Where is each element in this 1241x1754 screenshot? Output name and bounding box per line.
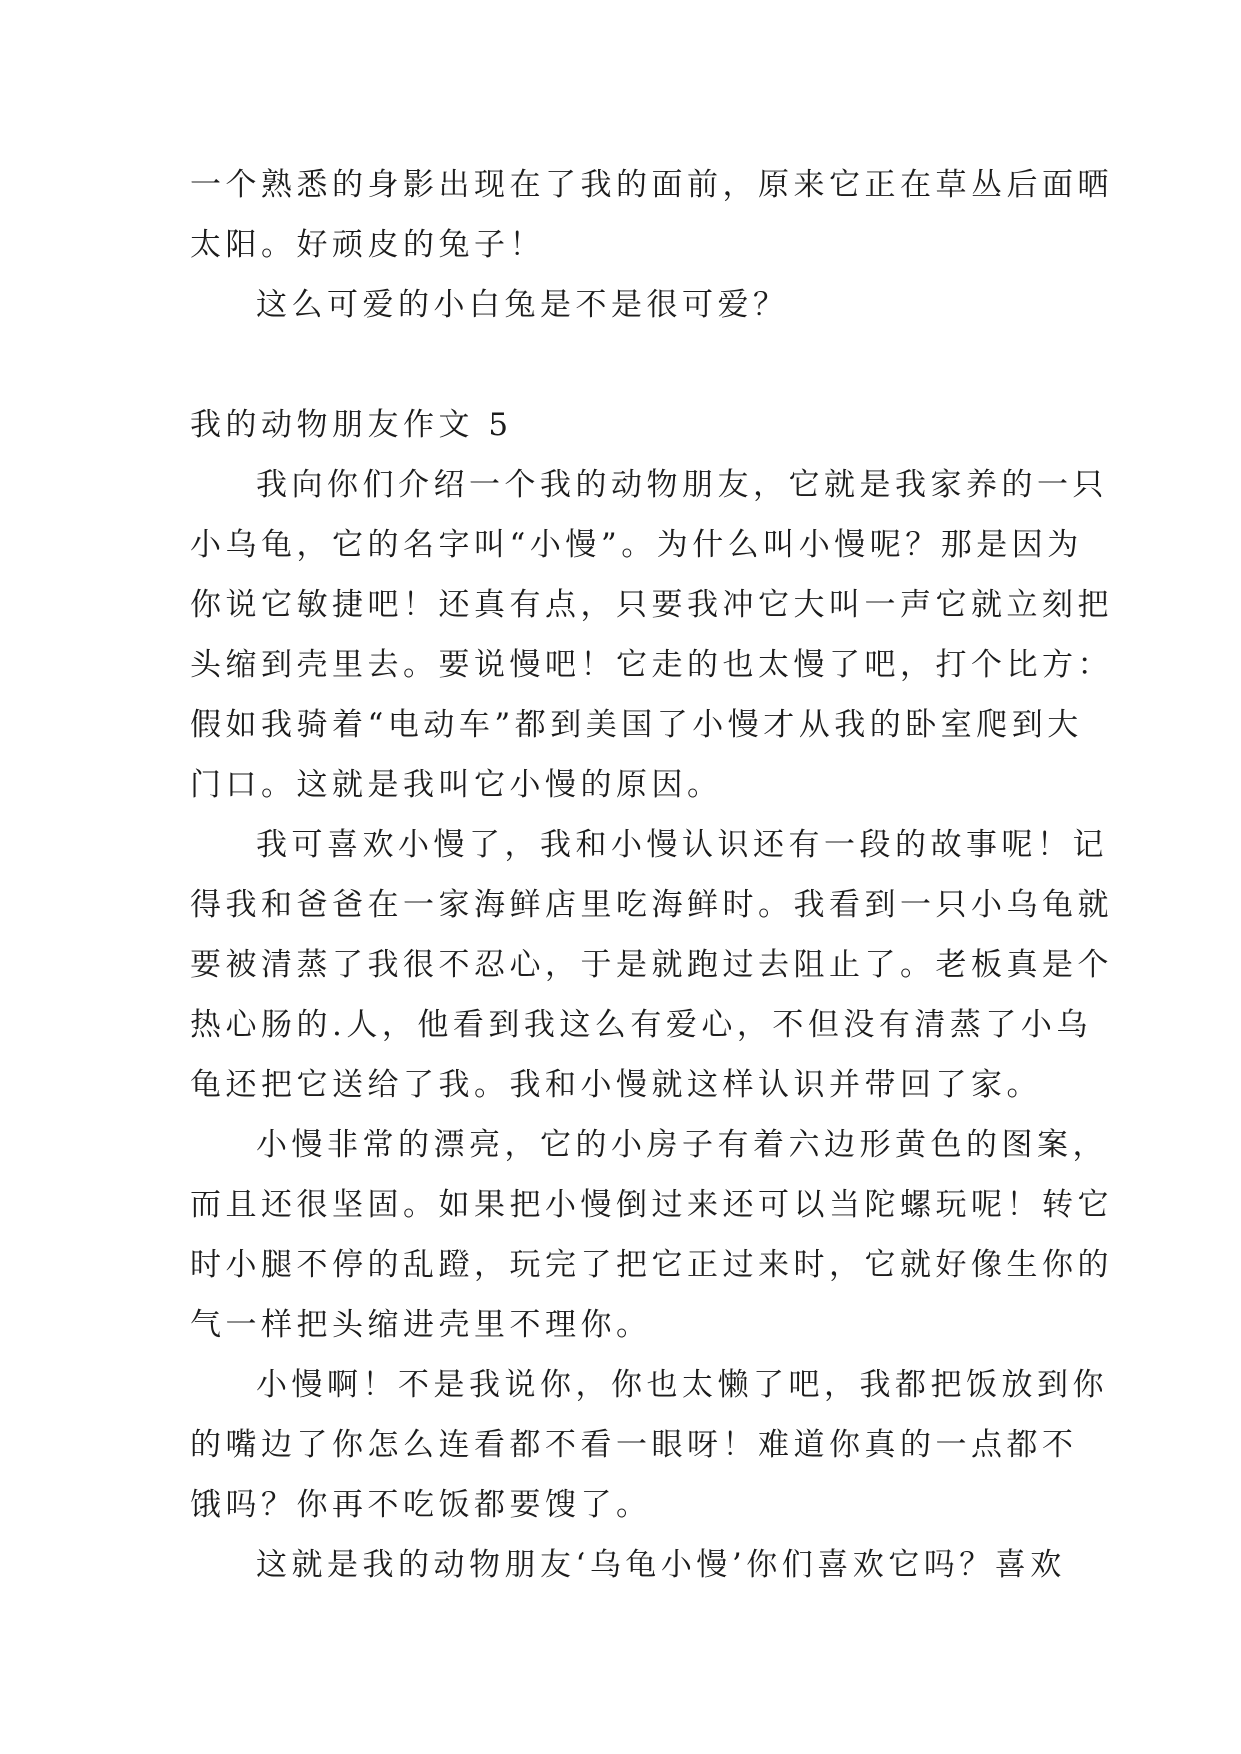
- paragraph-line: 这么可爱的小白兔是不是很可爱？: [256, 287, 789, 323]
- paragraph-line: 小慢非常的漂亮，它的小房子有着六边形黄色的图案，: [256, 1127, 1108, 1163]
- essay-title: 我的动物朋友作文 5: [190, 407, 513, 443]
- paragraph-line: 小慢啊！不是我说你，你也太懒了吧，我都把饭放到你: [256, 1367, 1108, 1403]
- text-line: 龟还把它送给了我。我和小慢就这样认识并带回了家。: [190, 1067, 1042, 1103]
- paragraph: [190, 1355, 1108, 1535]
- text-line: 饿吗？你再不吃饭都要馊了。: [190, 1487, 652, 1523]
- text-line: 时小腿不停的乱蹬，玩完了把它正过来时，它就好像生你的: [190, 1247, 1113, 1283]
- text-line: 假如我骑着“电动车”都到美国了小慢才从我的卧室爬到大: [190, 707, 1083, 743]
- paragraph-line: 这就是我的动物朋友‘乌龟小慢’你们喜欢它吗？喜欢: [256, 1547, 1066, 1583]
- text-line: 你说它敏捷吧！还真有点，只要我冲它大叫一声它就立刻把: [190, 587, 1113, 623]
- paragraph-line: 我可喜欢小慢了，我和小慢认识还有一段的故事呢！记: [256, 827, 1108, 863]
- text-line: 太阳。好顽皮的兔子！: [190, 227, 545, 263]
- text-line: 头缩到壳里去。要说慢吧！它走的也太慢了吧，打个比方：: [190, 647, 1113, 683]
- paragraph-line: 我向你们介绍一个我的动物朋友，它就是我家养的一只: [256, 467, 1108, 503]
- paragraph: [190, 1535, 1070, 1595]
- text-line: 一个熟悉的身影出现在了我的面前，原来它正在草丛后面晒: [190, 167, 1113, 203]
- document-body: [190, 155, 1113, 1595]
- paragraph: [190, 1115, 1113, 1355]
- text-line: 小乌龟，它的名字叫“小慢”。为什么叫小慢呢？那是因为: [190, 527, 1083, 563]
- paragraph: [190, 455, 1113, 815]
- text-line: 门口。这就是我叫它小慢的原因。: [190, 767, 723, 803]
- paragraph: [190, 815, 1113, 1115]
- text-line: 的嘴边了你怎么连看都不看一眼呀！难道你真的一点都不: [190, 1427, 1078, 1463]
- text-line: 热心肠的.人，他看到我这么有爱心，不但没有清蒸了小乌: [190, 1007, 1092, 1043]
- text-line: 得我和爸爸在一家海鲜店里吃海鲜时。我看到一只小乌龟就: [190, 887, 1113, 923]
- text-line: 要被清蒸了我很不忍心，于是就跑过去阻止了。老板真是个: [190, 947, 1113, 983]
- text-line: 而且还很坚固。如果把小慢倒过来还可以当陀螺玩呢！转它: [190, 1187, 1113, 1223]
- text-line: 气一样把头缩进壳里不理你。: [190, 1307, 652, 1343]
